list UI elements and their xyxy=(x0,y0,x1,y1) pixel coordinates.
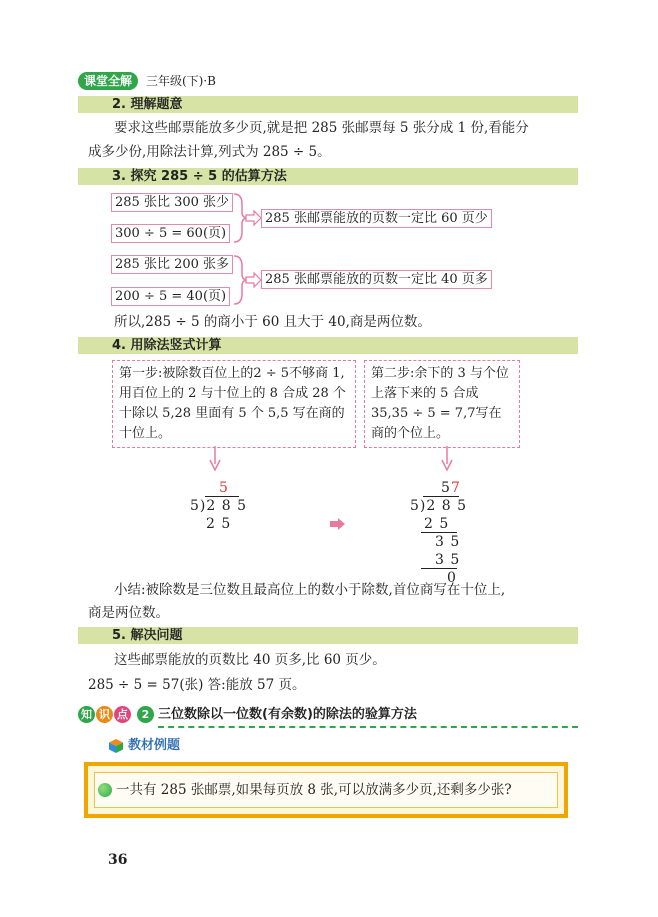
calc1-quotient: 5 xyxy=(219,480,229,496)
example-question: 一共有 285 张邮票,如果每页放 8 张,可以放满多少页,还剩多少张? xyxy=(116,782,512,798)
step-2-box: 第二步:余下的 3 与个位上落下来的 5 合成35,35 ÷ 5 = 7,7写在商的个位上。 xyxy=(364,360,520,448)
section-2-title: 2. 理解题意 xyxy=(112,97,183,112)
calc2-remainder2: 0 xyxy=(447,570,457,586)
page-number: 36 xyxy=(108,852,128,868)
down-arrow-2-icon xyxy=(439,446,455,472)
calc2-product1: 2 5 xyxy=(424,516,450,532)
calc2-remainder1: 3 5 xyxy=(435,534,461,550)
cube-icon xyxy=(108,738,124,754)
example-label: 教材例题 xyxy=(128,738,181,753)
knowledge-char-2: 识 xyxy=(96,706,113,723)
estimate-box-2-line2: 200 ÷ 5 = 40(页) xyxy=(111,287,230,306)
estimate-result-2: 285 张邮票能放的页数一定比 40 页多 xyxy=(261,270,492,289)
grade-label: 三年级(下)·B xyxy=(146,74,216,88)
knowledge-underline xyxy=(158,726,578,728)
calc2-quotient-tens: 5 xyxy=(441,480,451,496)
section-5-title: 5. 解决问题 xyxy=(112,628,183,643)
section-5-line1: 这些邮票能放的页数比 40 页多,比 60 页少。 xyxy=(114,652,386,668)
calc2-quotient-ones: 7 xyxy=(451,480,461,496)
down-arrow-1-icon xyxy=(207,446,223,472)
estimate-result-1: 285 张邮票能放的页数一定比 60 页少 xyxy=(261,209,492,228)
section-4-summary-line2: 商是两位数。 xyxy=(88,605,169,621)
section-3-conclusion: 所以,285 ÷ 5 的商小于 60 且大于 40,商是两位数。 xyxy=(114,314,431,330)
section-4-summary-line1: 小结:被除数是三位数且最高位上的数小于除数,首位商写在十位上, xyxy=(114,582,506,598)
calc1-product: 2 5 xyxy=(206,516,232,532)
estimate-box-1-line2: 300 ÷ 5 = 60(页) xyxy=(111,224,230,243)
knowledge-title: 三位数除以一位数(有余数)的除法的验算方法 xyxy=(158,707,417,722)
knowledge-char-3: 点 xyxy=(114,706,131,723)
section-5-line2: 285 ÷ 5 = 57(张) 答:能放 57 页。 xyxy=(88,677,306,693)
section-4-title: 4. 用除法竖式计算 xyxy=(112,338,222,353)
knowledge-char-1: 知 xyxy=(78,706,95,723)
section-3-title: 3. 探究 285 ÷ 5 的估算方法 xyxy=(112,169,287,184)
bullet-icon xyxy=(98,783,112,797)
brand-logo: 课堂全解 xyxy=(78,72,138,90)
step-1-box: 第一步:被除数百位上的2 ÷ 5不够商 1,用百位上的 2 与十位上的 8 合成 28 个十除以 5,28 里面有 5 个 5,5 写在商的十位上。 xyxy=(112,360,356,448)
section-2-para-line1: 要求这些邮票能放多少页,就是把 285 张邮票每 5 张分成 1 份,看能分 xyxy=(114,120,529,136)
right-arrow-icon xyxy=(330,518,346,530)
calc1-dividend: 5)2 8 5 xyxy=(190,498,247,514)
section-2-para-line2: 成多少份,用除法计算,列式为 285 ÷ 5。 xyxy=(88,144,331,160)
calc2-dividend: 5)2 8 5 xyxy=(410,498,467,514)
estimate-box-2-line1: 285 张比 200 张多 xyxy=(111,255,233,274)
brace-arrow-1 xyxy=(232,192,262,244)
brace-arrow-2 xyxy=(232,254,262,306)
knowledge-number-badge: 2 xyxy=(137,706,154,723)
estimate-box-1-line1: 285 张比 300 张少 xyxy=(111,193,233,212)
calc2-product2: 3 5 xyxy=(435,552,461,568)
